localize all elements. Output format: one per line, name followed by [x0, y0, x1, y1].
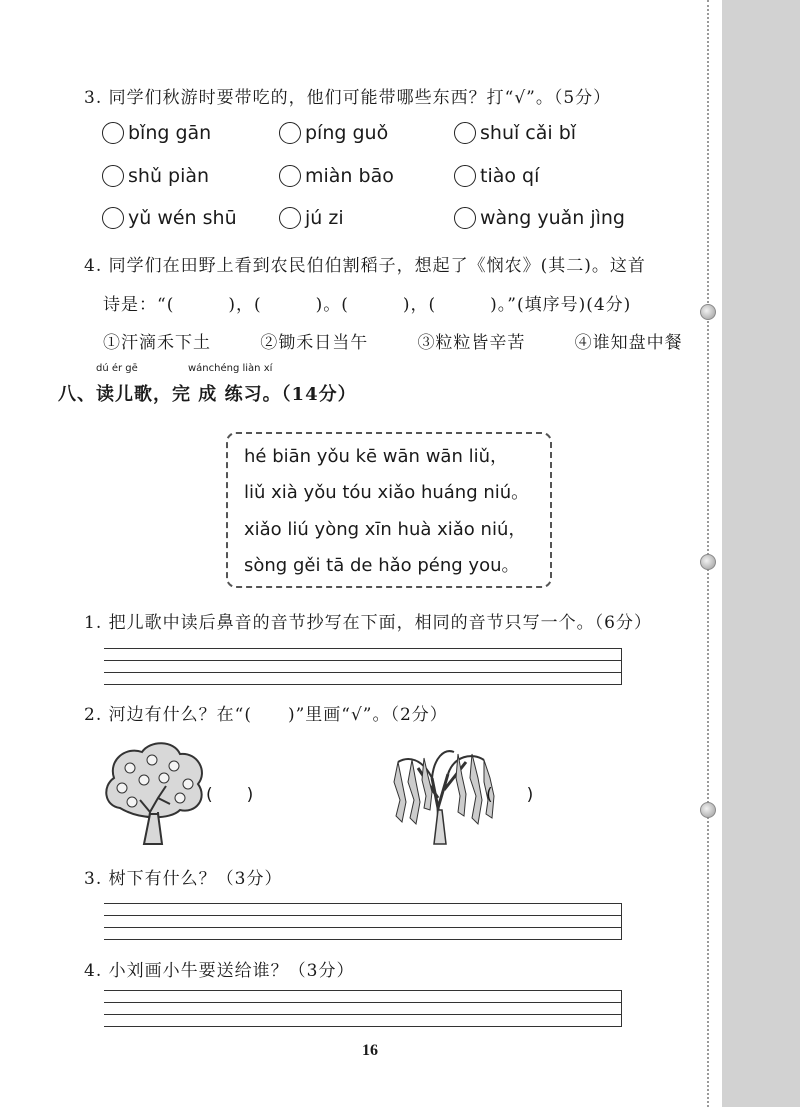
q4-choice: ②锄禾日当午: [260, 333, 369, 353]
answer-circle[interactable]: [454, 207, 476, 229]
page-number: 16: [362, 1042, 378, 1059]
q4-prompt: 4. 同学们在田野上看到农民伯伯割稻子，想起了《悯农》(其二)。这首: [84, 256, 646, 276]
sub2-prompt: 2. 河边有什么？在“( )”里画“√”。（2分）: [84, 705, 448, 725]
poem-line: liǔ xià yǒu tóu xiǎo huáng niú。: [244, 482, 530, 503]
section-8-heading: 八、读儿歌，完 成 练习。（14分）: [58, 384, 357, 405]
binding-hole: [700, 304, 716, 320]
poem-line: hé biān yǒu kē wān wān liǔ，: [244, 446, 508, 467]
writing-lines[interactable]: [104, 648, 622, 684]
q4-choice: ①汗滴禾下土: [103, 333, 211, 353]
answer-circle[interactable]: [102, 165, 124, 187]
margin-sidebar: [722, 0, 800, 1107]
binding-hole: [700, 802, 716, 818]
answer-paren-willow[interactable]: ( ): [486, 785, 534, 805]
sub1-prompt: 1. 把儿歌中读后鼻音的音节抄写在下面，相同的音节只写一个。（6分）: [84, 613, 652, 633]
q3-option[interactable]: tiào qí: [454, 165, 539, 187]
poem-line: sòng gěi tā de hǎo péng you。: [244, 555, 520, 576]
answer-circle[interactable]: [279, 122, 301, 144]
q4-prompt-continued: 诗是：“( )，( )。( )，( )。”(填序号)(4分): [103, 295, 632, 315]
writing-lines[interactable]: [104, 990, 622, 1026]
apple-tree-image: [100, 738, 210, 846]
q3-prompt: 3. 同学们秋游时要带吃的，他们可能带哪些东西？打“√”。（5分）: [84, 88, 612, 108]
q3-option[interactable]: yǔ wén shū: [102, 207, 237, 229]
answer-paren-apple[interactable]: ( ): [206, 785, 254, 805]
poem-line: xiǎo liú yòng xīn huà xiǎo niú，: [244, 519, 527, 540]
willow-tree-image: [388, 738, 498, 846]
answer-circle[interactable]: [279, 165, 301, 187]
pinyin-du-er-ge: dú ér gē: [96, 363, 138, 374]
pinyin-wan-cheng-lian-xi: wánchéng liàn xí: [188, 363, 273, 374]
q3-option[interactable]: bǐng gān: [102, 122, 211, 144]
q3-option[interactable]: miàn bāo: [279, 165, 394, 187]
answer-circle[interactable]: [454, 122, 476, 144]
answer-circle[interactable]: [454, 165, 476, 187]
writing-lines[interactable]: [104, 903, 622, 939]
q3-option[interactable]: jú zi: [279, 207, 344, 229]
answer-circle[interactable]: [279, 207, 301, 229]
sub4-prompt: 4. 小刘画小牛要送给谁？（3分）: [84, 961, 355, 981]
binding-hole: [700, 554, 716, 570]
q3-option[interactable]: wàng yuǎn jìng: [454, 207, 625, 229]
answer-circle[interactable]: [102, 122, 124, 144]
q3-option[interactable]: shuǐ cǎi bǐ: [454, 122, 576, 144]
q3-option[interactable]: píng guǒ: [279, 122, 388, 144]
q4-choice: ③粒粒皆辛苦: [417, 333, 526, 353]
poem-box: [226, 432, 552, 588]
q4-choices: [103, 328, 683, 353]
q3-option[interactable]: shǔ piàn: [102, 165, 209, 187]
answer-circle[interactable]: [102, 207, 124, 229]
sub3-prompt: 3. 树下有什么？（3分）: [84, 869, 283, 889]
q4-choice: ④谁知盘中餐: [574, 333, 683, 353]
